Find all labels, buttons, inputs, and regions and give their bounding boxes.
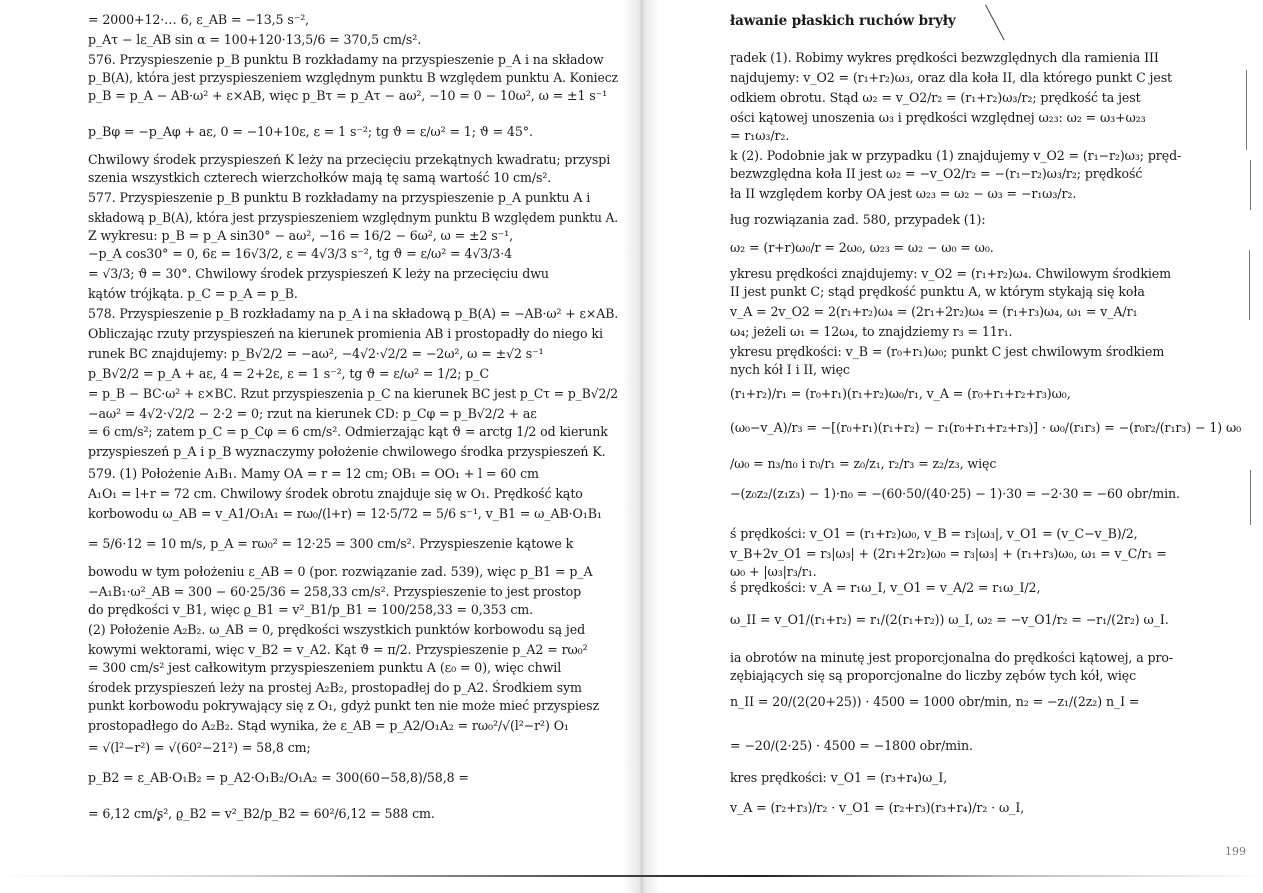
text-line: −aω² = 4√2·√2/2 − 2·2 = 0; rzut na kierunek CD: p_Cφ = p_B√2/2 + aε: [88, 406, 537, 421]
text-line: −(z₀z₂/(z₁z₃) − 1)·n₀ = −(60·50/(40·25) − 1)·30 = −2·30 = −60 obr/min.: [730, 486, 1180, 501]
text-line: = 2000+12·… 6, ε_AB = −13,5 s⁻²,: [88, 12, 310, 27]
text-line: Chwilowy środek przyspieszeń K leży na przecięciu przekątnych kwadratu; przyspi: [88, 152, 611, 167]
text-line: ś prędkości: v_A = r₁ω_I, v_O1 = v_A/2 = r₁ω_I/2,: [730, 580, 1041, 595]
text-line: ości kątowej unoszenia ω₃ i prędkości względnej ω₂₃: ω₂ = ω₃+ω₂₃: [730, 110, 1146, 125]
text-line: v_B+2v_O1 = r₃|ω₃| + (2r₁+2r₂)ω₀ = r₃|ω₃| + (r₁+r₃)ω₀, ω₁ = v_C/r₁ =: [730, 546, 1167, 561]
text-line: p_B√2/2 = p_A + aε, 4 = 2+2ε, ε = 1 s⁻², tg ϑ = ε/ω² = 1/2; p_C: [88, 366, 489, 381]
text-line: 578. Przyspieszenie p_B rozkładamy na p_A i na składową p_B(A) = −AB·ω² + ε×AB.: [88, 306, 619, 321]
text-line: bezwzględna koła II jest ω₂ = −v_O2/r₂ = −(r₁−r₂)ω₃/r₂; prędkość: [730, 166, 1143, 181]
text-line: odkiem obrotu. Stąd ω₂ = v_O2/r₂ = (r₁+r₂)ω₃/r₂; prędkość ta jest: [730, 90, 1141, 105]
text-line: przyspieszeń p_A i p_B wyznaczymy położenie chwilowego środka przyspieszeń K.: [88, 444, 606, 459]
text-line: ɼadek (1). Robimy wykres prędkości bezwzględnych dla ramienia III: [730, 50, 1159, 65]
page-number: 199: [1225, 845, 1246, 858]
text-line: v_A = 2v_O2 = 2(r₁+r₂)ω₄ = (2r₁+2r₂)ω₄ = (r₁+r₃)ω₄, ω₁ = v_A/r₁: [730, 304, 1138, 319]
text-line: = 300 cm/s² jest całkowitym przyspieszeniem punktu A (ε₀ = 0), więc chwil: [88, 660, 562, 675]
text-line: (2) Położenie A₂B₂. ω_AB = 0, prędkości wszystkich punktów korbowodu są jed: [88, 622, 586, 637]
text-line: p_B(A), która jest przyspieszeniem względnym punktu B względem punktu A. Koniecz: [88, 70, 618, 85]
right-page: [660, 0, 1263, 880]
text-line: 577. Przyspieszenie p_B punktu B rozkładamy na przyspieszenie p_A punktu A i: [88, 190, 591, 205]
text-line: = √(l²−r²) = √(60²−21²) = 58,8 cm;: [88, 740, 311, 755]
text-line: = √3/3; ϑ = 30°. Chwilowy środek przyspieszeń K leży na przecięciu dwu: [88, 266, 549, 281]
text-line: składową p_B(A), która jest przyspieszeniem względnym punktu B względem punktu A.: [88, 210, 619, 225]
text-line: punkt korbowodu pokrywający się z O₁, gdyż punkt ten nie może mieć przyspiesz: [88, 698, 600, 713]
text-line: prostopadłego do A₂B₂. Stąd wynika, że ε_AB = p_A2/O₁A₂ = rω₀²/√(l²−r²) O₁: [88, 718, 569, 733]
text-line: = 5/6·12 = 10 m/s, p_A = rω₀² = 12·25 = 300 cm/s². Przyspieszenie kątowe k: [88, 536, 574, 551]
text-line: p_B2 = ε_AB·O₁B₂ = p_A2·O₁B₂/O₁A₂ = 300(60−58,8)/58,8 =: [88, 770, 469, 785]
text-line: v_A = (r₂+r₃)/r₂ · v_O1 = (r₂+r₃)(r₃+r₄)/r₂ · ω_I,: [730, 800, 1025, 815]
text-line: p_Aτ − lε_AB sin α = 100+120·13,5/6 = 370,5 cm/s².: [88, 32, 422, 47]
text-line: ω₀ + |ω₃|r₃/r₁.: [730, 564, 817, 579]
text-line: A₁O₁ = l+r = 72 cm. Chwilowy środek obrotu znajduje się w O₁. Prędkość kąto: [88, 486, 583, 501]
text-line: szenia wszystkich czterech wierzchołków mają tę samą wartość 10 cm/s².: [88, 170, 552, 185]
text-line: −A₁B₁·ω²_AB = 300 − 60·25/36 = 258,33 cm/s². Przyspieszenie to jest prostop: [88, 584, 582, 599]
text-line: ω_II = v_O1/(r₁+r₂) = r₁/(2(r₁+r₂)) ω_I, ω₂ = −v_O1/r₂ = −r₁/(2r₂) ω_I.: [730, 612, 1169, 627]
text-line: kres prędkości: v_O1 = (r₃+r₄)ω_I,: [730, 770, 948, 785]
text-line: −p_A cos30° = 0, 6ε = 16√3/2, ε = 4√3/3 s⁻², tg ϑ = ε/ω² = 4√3/3·4: [88, 246, 513, 261]
text-line: ia obrotów na minutę jest proporcjonalna do prędkości kątowej, a pro-: [730, 650, 1174, 665]
text-line: (ω₀−v_A)/r₃ = −[(r₀+r₁)(r₁+r₂) − r₁(r₀+r₁+r₂+r₃)] · ω₀/(r₁r₃) = −(r₀r₂/(r₁r₃) − 1) ω₀: [730, 420, 1242, 435]
text-line: ś prędkości: v_O1 = (r₁+r₂)ω₀, v_B = r₃|ω₃|, v_O1 = (v_C−v_B)/2,: [730, 526, 1138, 541]
text-line: k (2). Podobnie jak w przypadku (1) znajdujemy v_O2 = (r₁−r₂)ω₃; pręd-: [730, 148, 1182, 163]
text-line: bowodu w tym położeniu ε_AB = 0 (por. rozwiązanie zad. 539), więc p_B1 = p_A: [88, 564, 593, 579]
text-line: kątów trójkąta. p_C = p_A = p_B.: [88, 286, 298, 301]
text-line: ω₂ = (r+r)ω₀/r = 2ω₀, ω₂₃ = ω₂ − ω₀ = ω₀.: [730, 240, 994, 255]
text-line: /ω₀ = n₃/n₀ i r₀/r₁ = z₀/z₁, r₂/r₃ = z₂/z₃, więc: [730, 456, 997, 471]
text-line: ła II względem korby OA jest ω₂₃ = ω₂ − ω₃ = −r₁ω₃/r₂.: [730, 186, 1077, 201]
text-line: = 6 cm/s²; zatem p_C = p_Cφ = 6 cm/s². Odmierzając kąt ϑ = arctg 1/2 od kierunk: [88, 424, 608, 439]
book-gutter: [622, 0, 660, 893]
text-line: Z wykresu: p_B = p_A sin30° − aω², −16 = 16/2 − 6ω², ω = ±2 s⁻¹,: [88, 228, 513, 243]
text-line: kowymi wektorami, więc v_B2 = v_A2. Kąt ϑ = π/2. Przyspieszenie p_A2 = rω₀²: [88, 642, 588, 657]
left-page: [0, 0, 622, 880]
text-line: 579. (1) Położenie A₁B₁. Mamy OA = r = 12 cm; OB₁ = OO₁ + l = 60 cm: [88, 466, 539, 481]
section-header: ławanie płaskich ruchów bryły: [730, 13, 956, 29]
text-line: korbowodu ω_AB = v_A1/O₁A₁ = rω₀/(l+r) = 12·5/72 = 5/6 s⁻¹, v_B1 = ω_AB·O₁B₁: [88, 506, 602, 521]
text-line: ykresu prędkości znajdujemy: v_O2 = (r₁+r₂)ω₄. Chwilowym środkiem: [730, 266, 1171, 281]
text-line: zębiających się są proporcjonalne do liczby zębów tych kół, więc: [730, 668, 1137, 683]
text-line: nych kół I i II, więc: [730, 362, 850, 377]
text-line: p_B = p_A − AB·ω² + ε×AB, więc p_Bτ = p_Aτ − aω², −10 = 0 − 10ω², ω = ±1 s⁻¹: [88, 88, 608, 103]
text-line: = p_B − BC·ω² + ε×BC. Rzut przyspieszenia p_C na kierunek BC jest p_Cτ = p_B√2/2: [88, 386, 619, 401]
text-line: ω₄; jeżeli ω₁ = 12ω₄, to znajdziemy r₃ = 11r₁.: [730, 324, 1013, 339]
text-line: = −20/(2·25) · 4500 = −1800 obr/min.: [730, 738, 973, 753]
text-line: runek BC znajdujemy: p_B√2/2 = −aω², −4√2·√2/2 = −2ω², ω = ±√2 s⁻¹: [88, 346, 544, 361]
text-line: = 6,12 cm/s², ϱ_B2 = v²_B2/p_B2 = 60²/6,12 = 588 cm.: [88, 806, 435, 821]
text-line: n_II = 20/(2(20+25)) · 4500 = 1000 obr/min, n₂ = −z₁/(2z₂) n_I =: [730, 694, 1140, 709]
text-line: ług rozwiązania zad. 580, przypadek (1):: [730, 212, 986, 227]
text-line: Obliczając rzuty przyspieszeń na kierunek promienia AB i prostopadły do niego ki: [88, 326, 603, 341]
text-line: = r₁ω₃/r₂.: [730, 128, 790, 143]
text-line: najdujemy: v_O2 = (r₁+r₂)ω₃, oraz dla koła II, dla którego punkt C jest: [730, 70, 1173, 85]
text-line: II jest punkt C; stąd prędkość punktu A, w którym stykają się koła: [730, 284, 1145, 299]
text-line: ykresu prędkości: v_B = (r₀+r₁)ω₀; punkt C jest chwilowym środkiem: [730, 344, 1165, 359]
text-line: środek przyspieszeń leży na prostej A₂B₂, prostopadłej do p_A2. Środkiem sym: [88, 680, 582, 695]
text-line: 576. Przyspieszenie p_B punktu B rozkładamy na przyspieszenie p_A i na składow: [88, 52, 604, 67]
text-line: p_Bφ = −p_Aφ + aε, 0 = −10+10ε, ε = 1 s⁻²; tg ϑ = ε/ω² = 1; ϑ = 45°.: [88, 124, 533, 139]
text-line: (r₁+r₂)/r₁ = (r₀+r₁)(r₁+r₂)ω₀/r₁, v_A = (r₀+r₁+r₂+r₃)ω₀,: [730, 386, 1071, 401]
text-line: do prędkości v_B1, więc ϱ_B1 = v²_B1/p_B1 = 100/258,33 = 0,353 cm.: [88, 602, 534, 617]
